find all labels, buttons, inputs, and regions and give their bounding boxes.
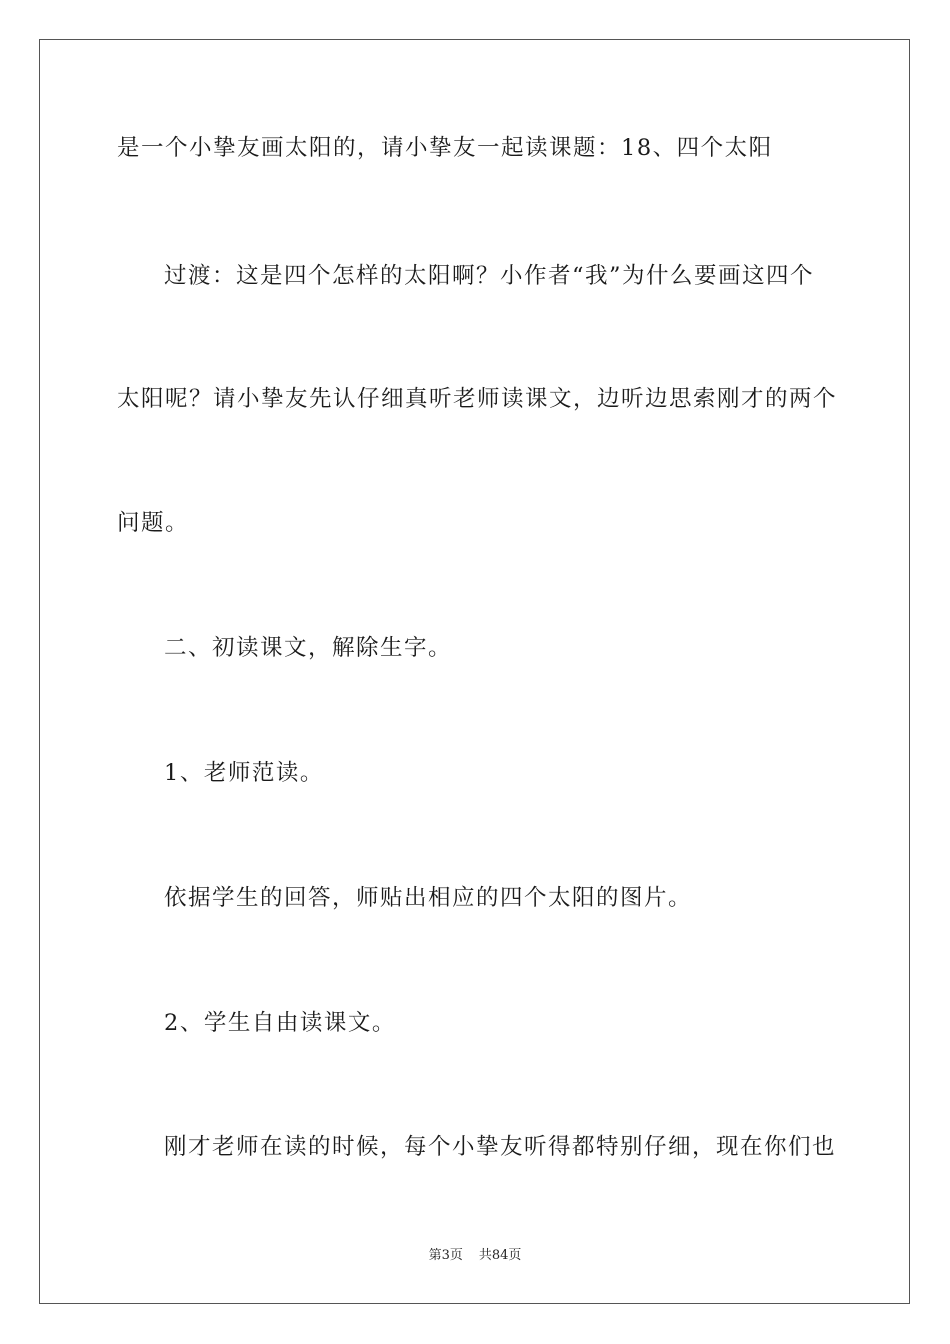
section-heading: 二、初读课文，解除生字。 [164, 635, 453, 661]
page-number: 第3页 [428, 1248, 463, 1263]
body-line-6: 1、老师范读。 [164, 760, 324, 786]
body-line-2: 过渡：这是四个怎样的太阳啊？小作者“我”为什么要画这四个 [164, 263, 815, 289]
page-border [39, 39, 910, 1304]
body-line-1: 是一个小挚友画太阳的，请小挚友一起读课题：18、四个太阳 [117, 135, 773, 161]
body-line-9: 刚才老师在读的时候，每个小挚友听得都特别仔细，现在你们也 [164, 1134, 837, 1160]
body-line-8: 2、学生自由读课文。 [164, 1010, 396, 1036]
body-line-4: 问题。 [117, 510, 190, 536]
page-total: 共84页 [478, 1248, 522, 1263]
body-line-3: 太阳呢？请小挚友先认仔细真听老师读课文，边听边思索刚才的两个 [117, 386, 838, 412]
page-footer [0, 1247, 950, 1265]
body-line-7: 依据学生的回答，师贴出相应的四个太阳的图片。 [164, 885, 693, 911]
